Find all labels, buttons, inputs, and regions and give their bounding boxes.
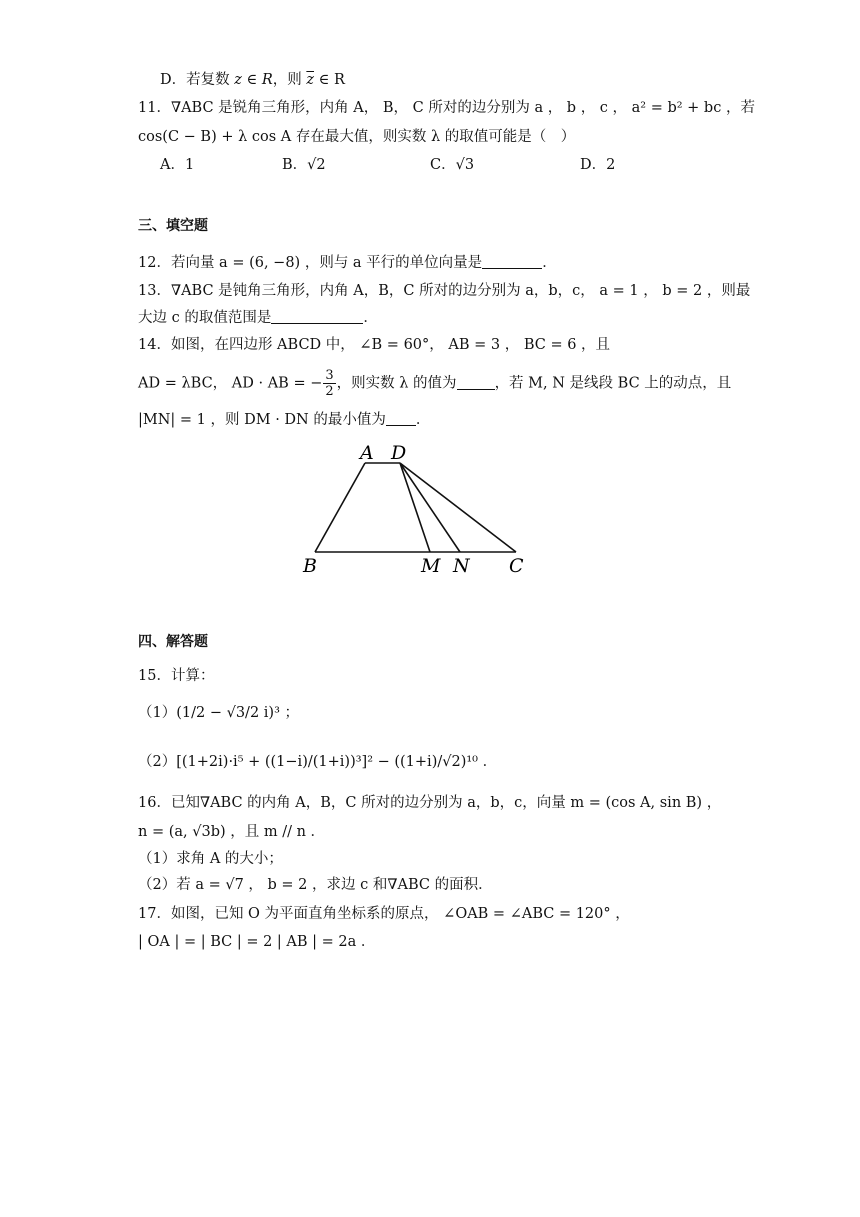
q15-part2-label: （2）: [138, 754, 177, 770]
figure-lines: [315, 463, 516, 552]
q17-line2: | OA | = | BC | = 2 | AB | = 2a ．: [138, 934, 376, 950]
label-b: B: [303, 555, 317, 577]
q16-sub1: （1）求角 A 的大小；: [138, 851, 283, 867]
q13-answer-blank[interactable]: [271, 309, 363, 324]
q12-end: ．: [542, 255, 557, 271]
q16-sub2: （2）若 a = √7 ， b = 2 ，求边 c 和∇ABC 的面积．: [138, 877, 493, 893]
q13-line2-text: 大边 c 的取值范围是: [138, 310, 272, 326]
q14-fraction: [323, 368, 335, 399]
q14-line3-text: |MN| = 1 ，则 DM · DN 的最小值为: [138, 412, 386, 428]
q11-line2: cos(C − B) + λ cos A 存在最大值，则实数 λ 的取值可能是（ ）: [138, 129, 576, 145]
q12-text: 12．若向量 a = (6, −8) ，则与 a 平行的单位向量是: [138, 255, 483, 271]
q12: [138, 253, 557, 273]
q15-part1: [138, 703, 299, 723]
q12-answer-blank[interactable]: [482, 254, 542, 269]
section-4-heading: 四、解答题: [138, 634, 208, 650]
q14-line2-rest: ，若 M, N 是线段 BC 上的动点，且: [494, 375, 732, 392]
q10-option-d-mid: ，则: [272, 72, 302, 88]
q14-line1: 14．如图，在四边形 ABCD 中， ∠B = 60°， AB = 3 ， BC = 6 ，且: [138, 337, 611, 353]
q14-lambda-blank[interactable]: [457, 375, 495, 390]
q15-part2-expression: [(1+2i)·i⁵ + ((1−i)/(1+i))³]² − ((1+i)/√2)¹⁰ ．: [176, 754, 498, 770]
q14-fraction-numerator: 3: [325, 368, 334, 383]
q10-option-d-condition: z ∈ R: [234, 72, 273, 88]
label-d: D: [391, 442, 407, 464]
q11-option-c: C．√3: [430, 157, 475, 173]
segment-dm: [400, 463, 430, 552]
q14-min-blank[interactable]: [386, 411, 416, 426]
q14-fraction-denominator: 2: [325, 384, 334, 399]
quadrilateral-figure: [290, 440, 540, 580]
q15-title: 15．计算：: [138, 668, 215, 684]
q14-line2-vectors: AD = λBC， AD · AB = −: [138, 375, 323, 392]
q14-line2: [138, 368, 731, 399]
q11-line1: 11．∇ABC 是锐角三角形，内角 A， B， C 所对的边分别为 a ， b ， c ， a² = b² + bc ，若: [138, 100, 755, 116]
q13-end: ．: [363, 310, 378, 326]
label-a: A: [360, 442, 374, 464]
q14-line2-text: ，则实数 λ 的值为: [336, 375, 457, 392]
q15-part2: [138, 752, 497, 772]
label-n: N: [453, 555, 470, 577]
segment-dn: [400, 463, 460, 552]
label-c: C: [509, 555, 524, 577]
q13-line1: 13．∇ABC 是钝角三角形，内角 A，B，C 所对的边分别为 a，b，c， a = 1 ， b = 2 ，则最: [138, 283, 751, 299]
label-m: M: [421, 555, 441, 577]
segment-ab: [315, 463, 365, 552]
q11-option-b: B．√2: [282, 157, 326, 173]
q11-option-d: D．2: [580, 157, 616, 173]
q10-option-d-conclusion: ∈ R: [318, 72, 345, 88]
q14-line3-end: ．: [415, 412, 431, 428]
q15-part1-expression: (1/2 − √3/2 i)³ ；: [176, 705, 299, 721]
q16-line2: n = (a, √3b) ，且 m // n ．: [138, 824, 326, 840]
z-conjugate: $\overline{z}$: [306, 72, 315, 88]
q14-line3: [138, 410, 430, 430]
q15-part1-label: （1）: [138, 705, 177, 721]
q10-option-d-label: D．若复数: [160, 72, 230, 88]
q10-option-d: [160, 70, 345, 90]
q17-line1: 17．如图，已知 O 为平面直角坐标系的原点， ∠OAB = ∠ABC = 120° ，: [138, 906, 630, 922]
q11-option-a: A．1: [160, 157, 195, 173]
q13-line2: [138, 308, 378, 328]
q16-line1: 16．已知∇ABC 的内角 A，B，C 所对的边分别为 a，b，c，向量 m = (cos A, sin B) ，: [138, 795, 722, 811]
segment-dc: [400, 463, 516, 552]
section-3-heading: 三、填空题: [138, 218, 208, 234]
